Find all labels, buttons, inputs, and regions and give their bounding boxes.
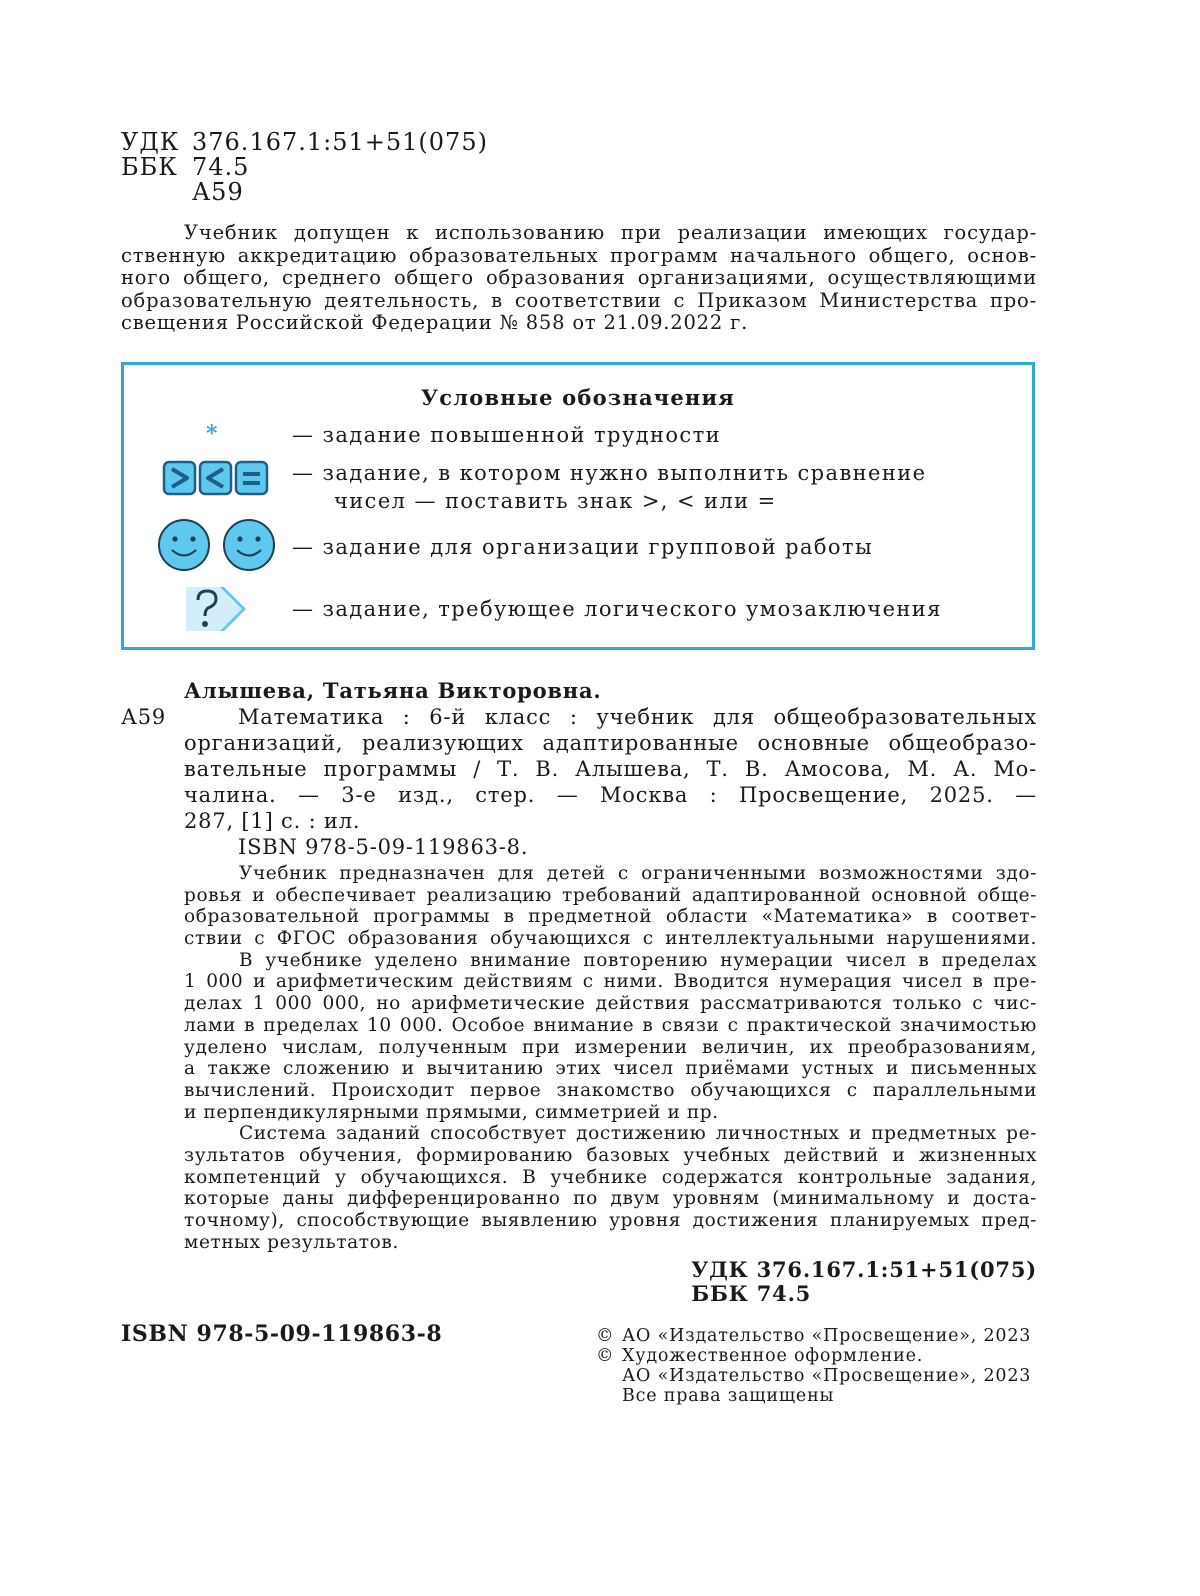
rights-line: Все права защищены: [622, 1386, 835, 1406]
udk-header: [121, 130, 488, 205]
annotation-line: 1 000 и арифметическим действиям с ними. Вводится нумерация чисел в пре-: [184, 971, 1037, 993]
copyright-block: [596, 1326, 1031, 1406]
bbk-footer-line: ББК 74.5: [691, 1281, 812, 1306]
bib-isbn: ISBN 978-5-09-119863-8.: [238, 835, 529, 859]
approval-paragraph: [121, 222, 1037, 335]
author-name: Алышева, Татьяна Викторовна.: [184, 678, 602, 703]
approval-line: ного общего, среднего общего образования организациями, осуществляющими: [121, 266, 1037, 289]
bib-line: чалина. — 3-е изд., стер. — Москва : Просвещение, 2025. —: [184, 783, 1037, 807]
annotation-line: точному), способствующие выявлению уровня достижения планируемых пред-: [184, 1210, 1037, 1231]
annotation-line: В учебнике уделено внимание повторению нумерации чисел в пределах: [239, 949, 1037, 971]
bib-line: организаций, реализующих адаптированные основные общеобразо-: [184, 731, 1037, 755]
approval-line: свещения Российской Федерации № 858 от 21.09.2022 г.: [121, 311, 749, 334]
star-icon: *: [206, 421, 218, 447]
approval-line: образовательную деятельность, в соответствии с Приказом Министерства про-: [121, 288, 1037, 312]
approval-line: Учебник допущен к использованию при реализации имеющих государ-: [184, 221, 1037, 244]
udk-footer-line: УДК 376.167.1:51+51(075): [691, 1257, 1037, 1282]
annotation-line: компетенций у обучающихся. В учебнике содержатся контрольные задания,: [184, 1166, 1037, 1188]
copyright-line: © Художественное оформление.: [596, 1346, 924, 1366]
legend-title: Условные обозначения: [421, 385, 735, 410]
annotation-line: Система заданий способствует достижению личностных и предметных ре-: [239, 1123, 1037, 1145]
udk-footer: [691, 1258, 1037, 1306]
smiley-icon: [156, 517, 278, 577]
annotation-line: вычислений. Происходит первое знакомство обучающихся с параллельными: [184, 1079, 1037, 1101]
bib-line: вательные программы / Т. В. Алышева, Т. В. Амосова, М. А. Мо-: [184, 757, 1037, 781]
bibliographic-record: [121, 678, 1037, 860]
annotation-line: образовательной программы в предметной области «Математика» в соответ-: [184, 906, 1037, 928]
legend-row-logic: — задание, требующее логического умозаключения: [292, 597, 942, 621]
bib-line: А59 Математика : 6-й класс : учебник для общеобразовательных: [121, 705, 1037, 729]
compare-signs-icon: [162, 459, 272, 501]
annotation-line: зультатов обучения, формированию базовых учебных действий и жизненных: [184, 1144, 1037, 1166]
bbk-line: ББК 74.5: [121, 153, 250, 181]
isbn-footer: ISBN 978-5-09-119863-8: [121, 1321, 443, 1347]
annotation-line: которые даны дифференцированно по двум уровням (минимальному и доста-: [184, 1188, 1037, 1210]
annotation-line: ствии с ФГОС образования обучающихся с интеллектуальными нарушениями.: [184, 928, 1037, 950]
udk-line: УДК 376.167.1:51+51(075): [121, 128, 488, 156]
approval-line: ственную аккредитацию образовательных программ начального общего, основ-: [121, 243, 1037, 267]
annotation-line: ровья и обеспечивает реализацию требований адаптированной основной обще-: [184, 884, 1037, 906]
question-arrow-icon: [184, 583, 250, 639]
copyright-line: АО «Издательство «Просвещение», 2023: [622, 1366, 1032, 1386]
annotation-line: лами в пределах 10 000. Особое внимание в связи с практической значимостью: [184, 1014, 1037, 1036]
legend-box: [121, 362, 1035, 650]
legend-row-group-work: — задание для организации групповой работы: [292, 535, 874, 559]
annotation-line: метных результатов.: [184, 1231, 399, 1253]
annotation: [184, 863, 1037, 1253]
annotation-line: уделено числам, полученным при измерении величин, их преобразованиям,: [184, 1036, 1037, 1058]
author-mark-line: А59: [192, 178, 244, 206]
annotation-line: и перпендикулярными прямыми, симметрией и пр.: [184, 1101, 719, 1123]
legend-row-difficulty: — задание повышенной трудности: [292, 423, 721, 447]
legend-row-compare: — задание, в котором нужно выполнить сравнение чисел — поставить знак >, < или =: [292, 461, 927, 513]
bib-line: 287, [1] с. : ил.: [184, 809, 361, 833]
annotation-line: а также сложению и вычитанию этих чисел приёмами устных и письменных: [184, 1058, 1037, 1080]
annotation-line: делах 1 000 000, но арифметические действия рассматриваются только с чис-: [184, 993, 1037, 1015]
annotation-line: Учебник предназначен для детей с ограниченными возможностями здо-: [239, 863, 1037, 884]
bib-code: А59: [121, 705, 167, 729]
copyright-line: © АО «Издательство «Просвещение», 2023: [596, 1326, 1032, 1346]
